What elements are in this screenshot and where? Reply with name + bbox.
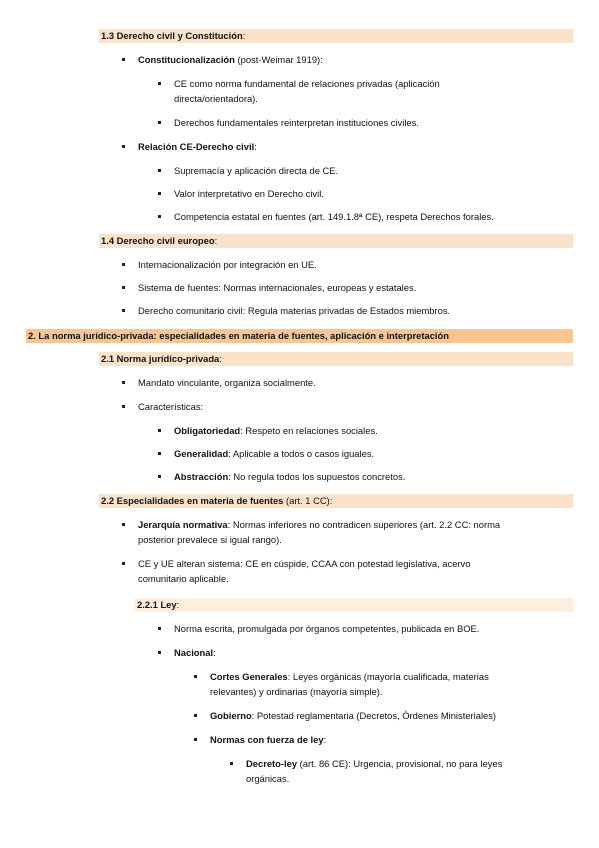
list-item: Gobierno: Potestad reglamentaria (Decretos, Órdenes Ministeriales) [210, 709, 496, 723]
list-item: Internacionalización por integración en UE. [138, 258, 317, 272]
section-heading-2-1: 2.1 Norma jurídico-privada: [99, 352, 573, 366]
bullet-icon [158, 192, 161, 195]
bullet-icon [122, 309, 125, 312]
section-heading-1-4: 1.4 Derecho civil europeo: [99, 234, 573, 248]
list-item: Sistema de fuentes: Normas internacionales, europeas y estatales. [138, 281, 416, 295]
bullet-icon [158, 627, 161, 630]
list-item-continuation: posterior prevalece si igual rango). [138, 534, 282, 545]
list-item: Cortes Generales: Leyes orgánicas (mayoría cualificada, materias [210, 670, 489, 684]
bullet-icon [158, 651, 161, 654]
list-item: Nacional: [174, 646, 216, 660]
list-item: Obligatoriedad: Respeto en relaciones sociales. [174, 424, 378, 438]
list-item: Norma escrita, promulgada por órganos competentes, publicada en BOE. [174, 622, 479, 636]
list-item: Valor interpretativo en Derecho civil. [174, 187, 324, 201]
section-heading-2-2-1: 2.2.1 Ley: [135, 598, 573, 612]
section-heading-1-3: 1.3 Derecho civil y Constitución: [99, 29, 573, 43]
bullet-icon [122, 145, 125, 148]
bullet-icon [122, 523, 125, 526]
list-item: Abstracción: No regula todos los supuestos concretos. [174, 470, 405, 484]
list-item: Generalidad: Aplicable a todos o casos iguales. [174, 447, 374, 461]
list-item: Mandato vinculante, organiza socialmente. [138, 376, 316, 390]
list-item: Normas con fuerza de ley: [210, 733, 326, 747]
bullet-icon [194, 714, 197, 717]
list-item-continuation: orgánicas. [246, 773, 290, 784]
list-item: Jerarquía normativa: Normas inferiores no contradicen superiores (art. 2.2 CC: norma [138, 518, 500, 532]
bullet-icon [230, 762, 233, 765]
bullet-icon [122, 58, 125, 61]
bullet-icon [158, 169, 161, 172]
list-item: Supremacía y aplicación directa de CE. [174, 164, 338, 178]
bullet-icon [122, 562, 125, 565]
bullet-icon [122, 381, 125, 384]
bullet-icon [194, 738, 197, 741]
bullet-icon [158, 82, 161, 85]
list-item: Decreto-ley (art. 86 CE): Urgencia, provisional, no para leyes [246, 757, 502, 771]
bullet-icon [158, 452, 161, 455]
list-item-continuation: comunitario aplicable. [138, 573, 229, 584]
list-item: Competencia estatal en fuentes (art. 149.1.8ª CE), respeta Derechos forales. [174, 210, 494, 224]
bullet-icon [122, 405, 125, 408]
list-item-continuation: relevantes) y ordinarias (mayoría simple). [210, 686, 383, 697]
bullet-icon [158, 429, 161, 432]
list-item: Derecho comunitario civil: Regula materias privadas de Estados miembros. [138, 304, 450, 318]
bullet-icon [194, 675, 197, 678]
bullet-icon [122, 286, 125, 289]
list-item: Características: [138, 400, 203, 414]
bullet-icon [158, 121, 161, 124]
list-item: Derechos fundamentales reinterpretan instituciones civiles. [174, 116, 419, 130]
section-heading-2: 2. La norma jurídico-privada: especialidades en materia de fuentes, aplicación e interpretación [26, 329, 573, 343]
list-item: Constitucionalización (post-Weimar 1919): [138, 53, 323, 67]
list-item: CE y UE alteran sistema: CE en cúspide, CCAA con potestad legislativa, acervo [138, 557, 470, 571]
section-heading-2-2: 2.2 Especialidades en materia de fuentes (art. 1 CC): [99, 494, 573, 508]
bullet-icon [158, 215, 161, 218]
bullet-icon [158, 475, 161, 478]
list-item: CE como norma fundamental de relaciones privadas (aplicación [174, 77, 440, 91]
list-item: Relación CE-Derecho civil: [138, 140, 257, 154]
bullet-icon [122, 263, 125, 266]
list-item-continuation: directa/orientadora). [174, 93, 258, 104]
